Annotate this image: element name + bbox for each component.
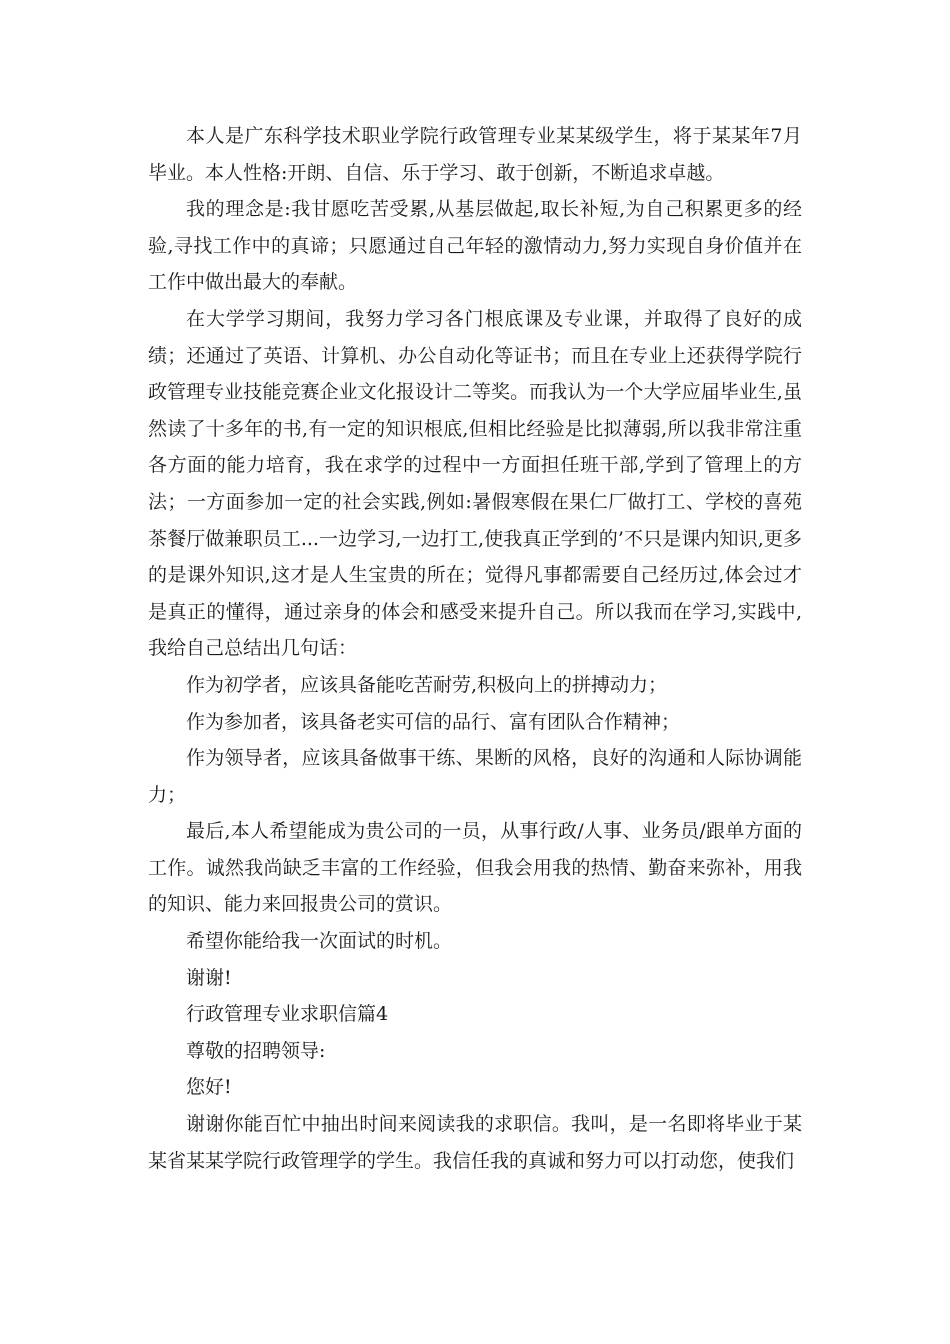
- paragraph-letter-4-intro: 谢谢你能百忙中抽出时间来阅读我的求职信。我叫，是一名即将毕业于某某省某某学院行政管理学的学生。我信任我的真诚和努力可以打动您，使我们: [148, 1113, 802, 1172]
- paragraph-closing-wish: 最后,本人希望能成为贵公司的一员，从事行政/人事、业务员/跟单方面的工作。诚然我尚缺乏丰富的工作经验，但我会用我的热情、勤奋来弥补，用我的知识、能力来回报贵公司的赏识。: [148, 820, 802, 916]
- paragraph-interview-request: 希望你能给我一次面试的时机。: [186, 930, 453, 953]
- paragraph-thanks: 谢谢!: [186, 966, 232, 989]
- salutation: 尊敬的招聘领导:: [186, 1039, 326, 1062]
- paragraph-philosophy: 我的理念是:我甘愿吃苦受累,从基层做起,取长补短,为自己积累更多的经验,寻找工作中的真谛；只愿通过自己年轻的激情动力,努力实现自身价值并在工作中做出最大的奉献。: [148, 198, 802, 294]
- paragraph-self-introduction: 本人是广东科学技术职业学院行政管理专业某某级学生，将于某某年7月毕业。本人性格:开朗、自信、乐于学习、敢于创新，不断追求卓越。: [148, 125, 802, 184]
- paragraph-as-participant: 作为参加者，该具备老实可信的品行、富有团队合作精神；: [186, 710, 681, 733]
- document-body: [148, 118, 802, 1179]
- paragraph-as-leader: 作为领导者，应该具备做事干练、果断的风格，良好的沟通和人际协调能力；: [148, 747, 802, 806]
- greeting: 您好!: [186, 1076, 232, 1099]
- paragraph-as-beginner: 作为初学者，应该具备能吃苦耐劳,积极向上的拼搏动力；: [186, 673, 668, 696]
- paragraph-university-study: 在大学学习期间，我努力学习各门根底课及专业课，并取得了良好的成绩；还通过了英语、计算机、办公自动化等证书；而且在专业上还获得学院行政管理专业技能竞赛企业文化报设计二等奖。而我认为一个大学应届毕业生,虽然读了十多年的书,有一定的知识根底,但相比经验是比拟薄弱,所以我非常注重各方面的能力培育，我在求学的过程中一方面担任班干部,学到了管理上的方法；一方面参加一定的社会实践,例如:暑假寒假在果仁厂做打工、学校的喜苑茶餐厅做兼职员工...一边学习,一边打工,使我真正学到的’不只是课内知识,更多的是课外知识,这才是人生宝贵的所在；觉得凡事都需要自己经历过,体会过才是真正的懂得，通过亲身的体会和感受来提升自己。所以我而在学习,实践中,我给自己总结出几句话：: [148, 307, 802, 660]
- section-heading-letter-4: 行政管理专业求职信篇4: [186, 1003, 389, 1026]
